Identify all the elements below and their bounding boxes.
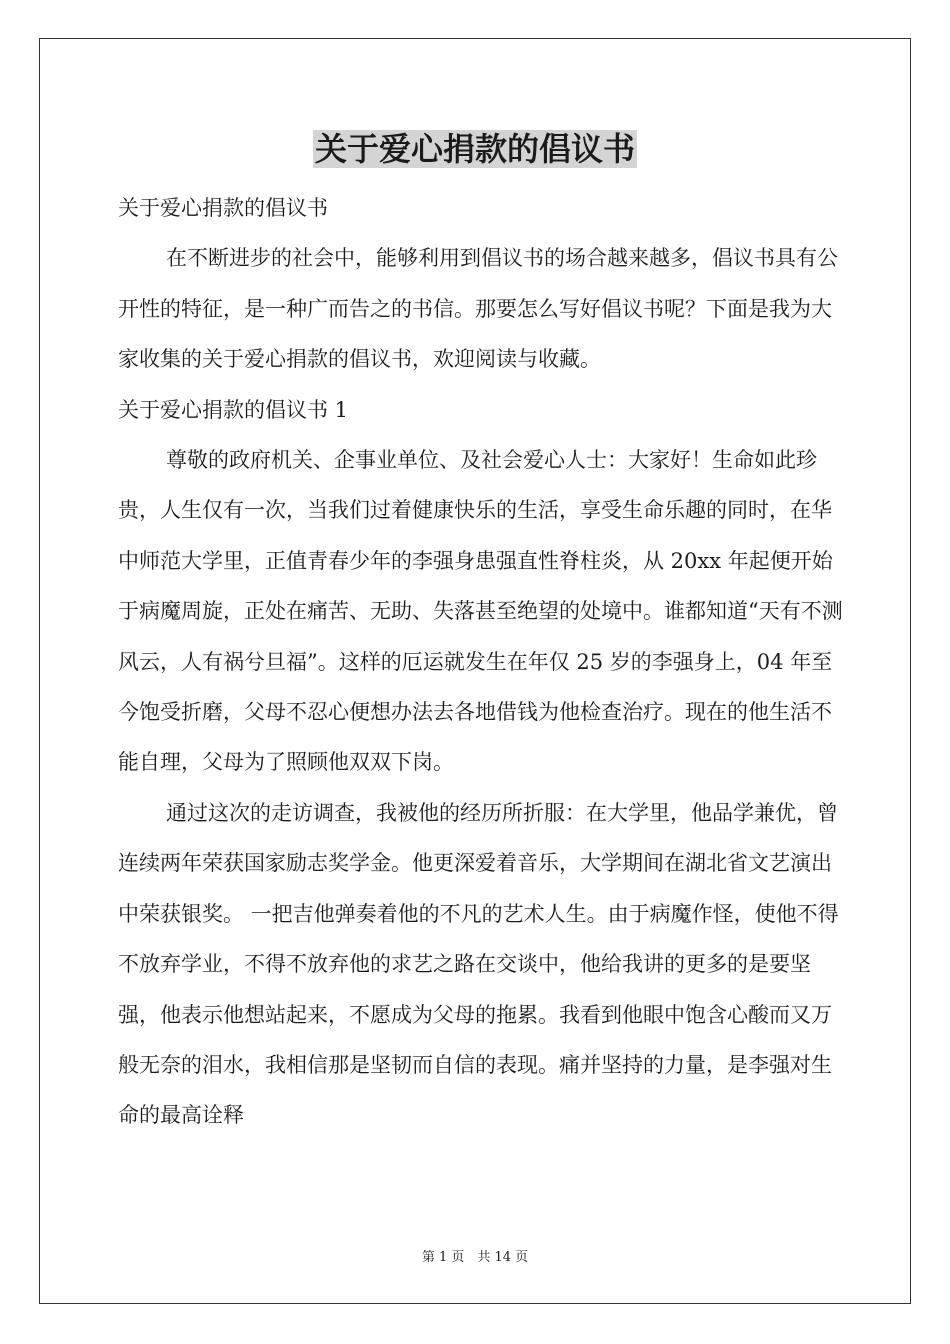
page-footer: 第 1 页 共 14 页 xyxy=(421,1250,529,1265)
document-title-text: 关于爱心捐款的倡议书 xyxy=(314,130,635,168)
subtitle-line: 关于爱心捐款的倡议书 xyxy=(118,196,328,220)
section-heading: 关于爱心捐款的倡议书 1 xyxy=(118,397,349,422)
intro-paragraph: 在不断进步的社会中，能够利用到倡议书的场合越来越多，倡议书具有公开性的特征，是一种广而告之的书信。那要怎么写好倡议书呢？下面是我为大家收集的关于爱心捐款的倡议书，欢迎阅读与收藏。 xyxy=(118,246,838,372)
body-paragraph: 尊敬的政府机关、企事业单位、及社会爱心人士：大家好！生命如此珍贵，人生仅有一次，当我们过着健康快乐的生活，享受生命乐趣的同时，在华中师范大学里，正值青春少年的李强身患强直性脊柱炎，从 20xx 年起便开始于病魔周旋，正处在痛苦、无助、失落甚至绝望的处境中。谁都知道“天有不测风云，人有祸兮旦福”。这样的厄运就发生在年仅 25 岁的李强身上，04 年至今饱受折磨，父母不忍心便想办法去各地借钱为他检查治疗。现在的他生活不能自理，父母为了照顾他双双下岗。 xyxy=(118,448,843,775)
body-paragraph: 通过这次的走访调查，我被他的经历所折服：在大学里，他品学兼优，曾连续两年荣获国家励志奖学金。他更深爱着音乐，大学期间在湖北省文艺演出中荣获银奖。 一把吉他弹奏着他的不凡的艺术人生。由于病魔作怪，使他不得不放弃学业，不得不放弃他的求艺之路在交谈中，他给我讲的更多的是要坚强，他表示他想站起来，不愿成为父母的拖累。我看到他眼中饱含心酸而又万般无奈的泪水，我相信那是坚韧而自信的表现。痛并坚持的力量，是李强对生命的最高诠释 xyxy=(118,800,839,1128)
document-title xyxy=(0,127,950,171)
document-body xyxy=(118,183,848,1141)
